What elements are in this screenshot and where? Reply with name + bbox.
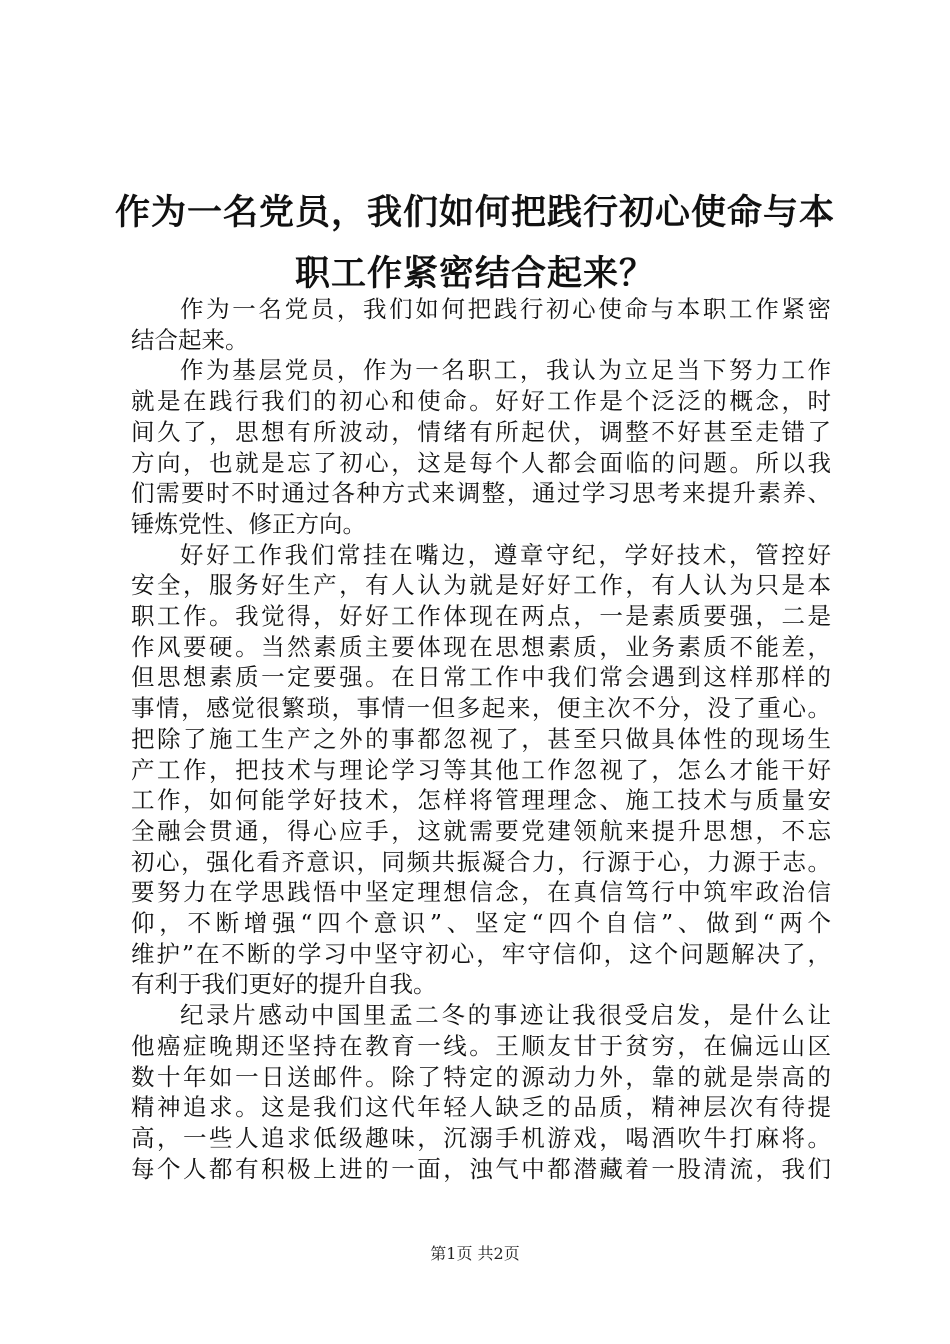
text-line: 初心，强化看齐意识，同频共振凝合力，行源于心，力源于志。 [131, 847, 831, 876]
text-line: 间久了，思想有所波动，情绪有所起伏，调整不好甚至走错了 [131, 417, 831, 446]
text-line: 纪录片感动中国里孟二冬的事迹让我很受启发，是什么让 [180, 1001, 831, 1030]
paragraph-3 [131, 540, 831, 1001]
text-line: 安全，服务好生产，有人认为就是好好工作，有人认为只是本 [131, 571, 831, 600]
text-line: 精神追求。这是我们这代年轻人缺乏的品质，精神层次有待提 [131, 1093, 831, 1122]
text-line: 他癌症晚期还坚持在教育一线。王顺友甘于贫穷，在偏远山区 [131, 1031, 831, 1060]
text-line: 仰，不断增强“四个意识”、坚定“四个自信”、做到“两个 [131, 909, 831, 938]
text-line: 作为一名党员，我们如何把践行初心使命与本职工作紧密 [180, 295, 831, 323]
text-line: 职工作。我觉得，好好工作体现在两点，一是素质要强，二是 [131, 602, 831, 631]
title-line-1: 作为一名党员，我们如何把践行初心使命与本 [114, 193, 835, 233]
text-line: 高，一些人追求低级趣味，沉溺手机游戏，喝酒吹牛打麻将。 [131, 1123, 831, 1152]
text-line: 锤炼党性、修正方向。 [131, 509, 366, 538]
text-line: 作风要硬。当然素质主要体现在思想素质，业务素质不能差， [131, 632, 831, 661]
title-line-2: 职工作紧密结合起来？ [294, 254, 655, 294]
paragraph-1 [131, 294, 831, 355]
text-line: 工作，如何能学好技术，怎样将管理理念、施工技术与质量安 [131, 786, 831, 815]
text-line: 数十年如一日送邮件。除了特定的源动力外，靠的就是崇高的 [131, 1062, 831, 1091]
text-line: 好好工作我们常挂在嘴边，遵章守纪，学好技术，管控好 [180, 540, 831, 569]
text-line: 就是在践行我们的初心和使命。好好工作是个泛泛的概念，时 [131, 387, 831, 416]
text-line: 但思想素质一定要强。在日常工作中我们常会遇到这样那样的 [131, 663, 831, 692]
text-line: 方向，也就是忘了初心，这是每个人都会面临的问题。所以我 [131, 448, 831, 477]
text-line: 产工作，把技术与理论学习等其他工作忽视了，怎么才能干好 [131, 755, 831, 784]
paragraph-2 [131, 355, 831, 539]
text-line: 要努力在学思践悟中坚定理想信念，在真信笃行中筑牢政治信 [131, 878, 831, 907]
text-line: 全融会贯通，得心应手，这就需要党建领航来提升思想，不忘 [131, 816, 831, 845]
document-title [100, 183, 850, 305]
text-line: 结合起来。 [131, 325, 249, 354]
text-line: 作为基层党员，作为一名职工，我认为立足当下努力工作 [180, 356, 831, 385]
text-line: 每个人都有积极上进的一面，浊气中都潜藏着一股清流，我们 [131, 1154, 831, 1183]
text-line: 把除了施工生产之外的事都忽视了，甚至只做具体性的现场生 [131, 724, 831, 753]
text-line: 维护”在不断的学习中坚守初心，牢守信仰，这个问题解决了， [131, 939, 831, 968]
text-line: 有利于我们更好的提升自我。 [131, 970, 437, 999]
page-number-footer: 第1页 共2页 [430, 1244, 520, 1263]
paragraph-4 [131, 1000, 831, 1184]
text-line: 们需要时不时通过各种方式来调整，通过学习思考来提升素养、 [131, 479, 831, 508]
document-body [131, 294, 831, 1184]
text-line: 事情，感觉很繁琐，事情一但多起来，便主次不分，没了重心。 [131, 694, 831, 723]
